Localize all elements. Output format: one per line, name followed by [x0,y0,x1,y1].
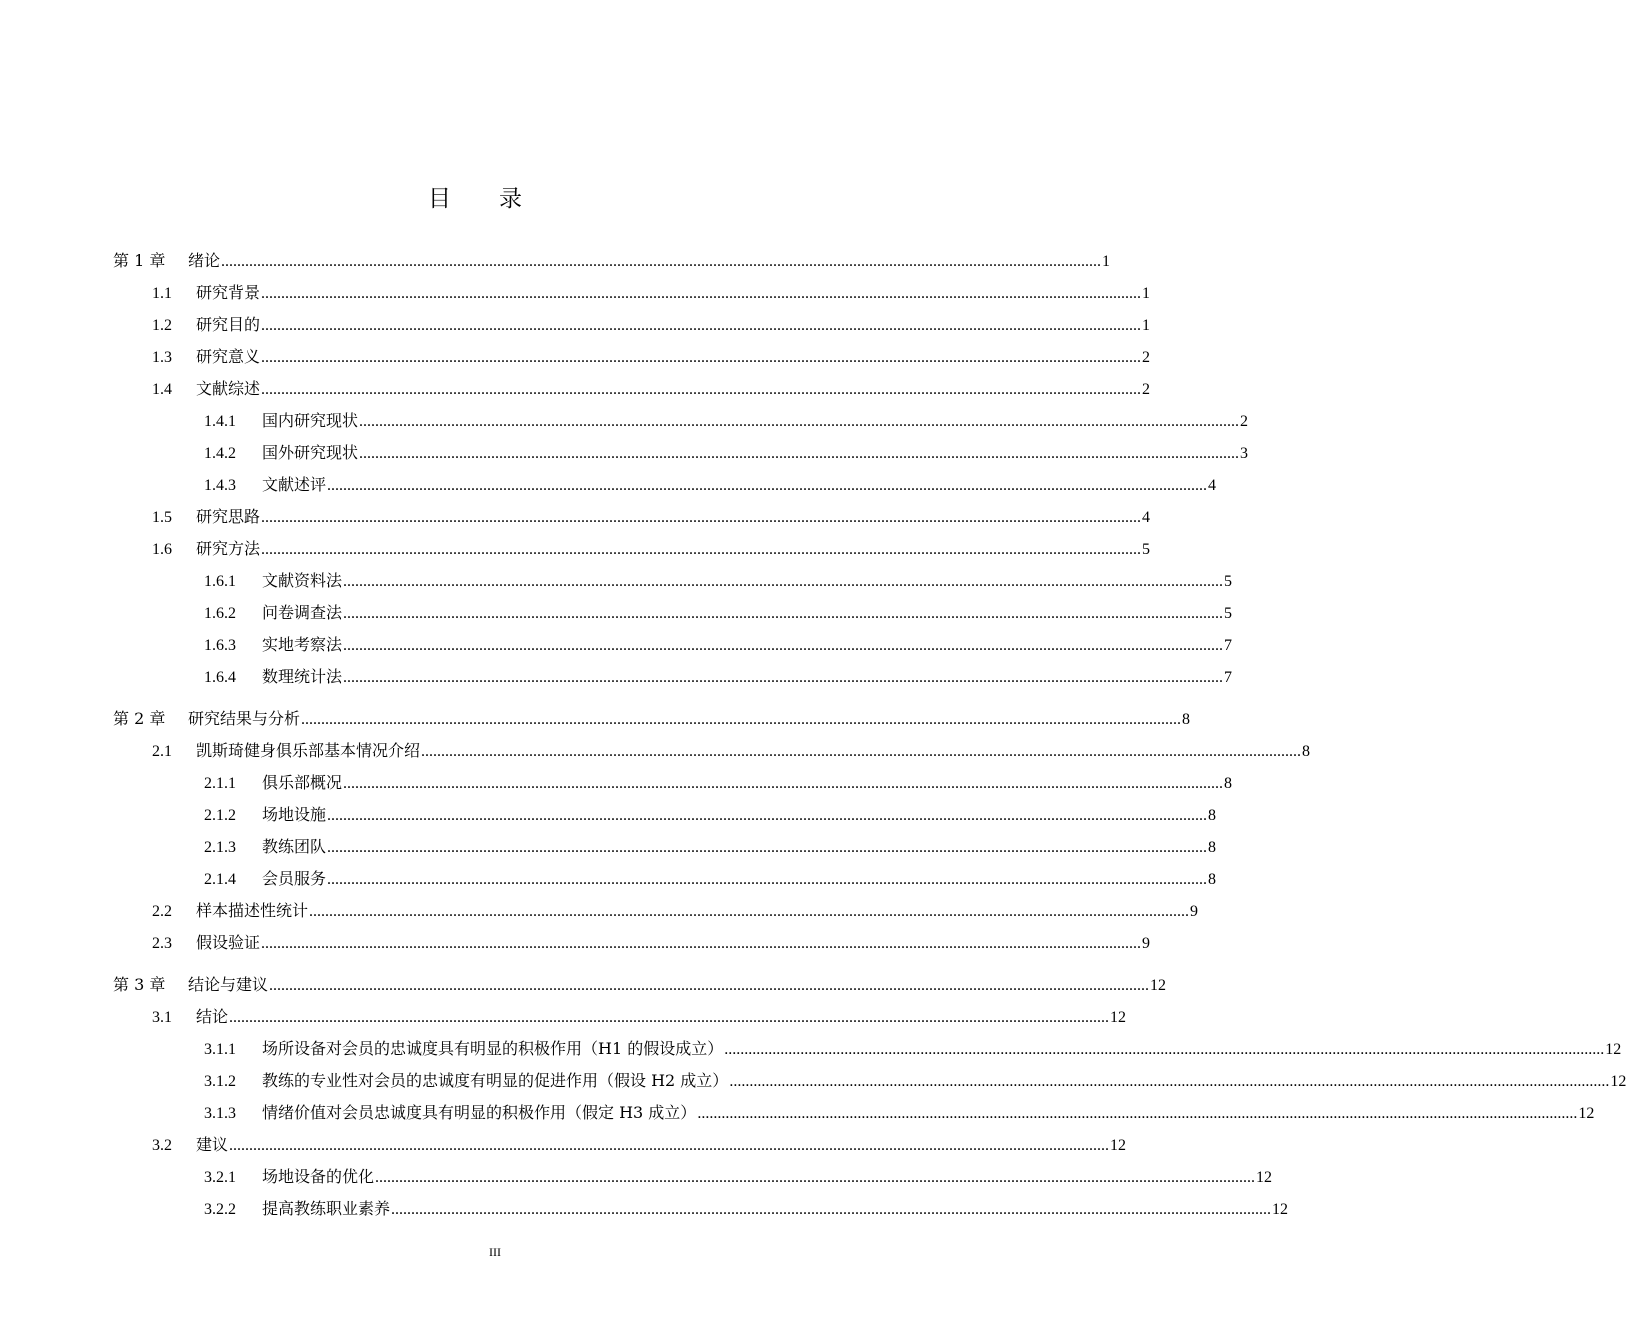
toc-entry-3-2-1[interactable] [204,1164,1273,1188]
toc-leader: ............................................................................................................................................................................................................................ [261,285,1142,302]
toc-number: 3.2 [152,1137,172,1154]
toc-label: 国外研究现状 [262,443,359,462]
toc-leader: ............................................................................................................................................................................................................................ [697,1105,1578,1122]
toc-label: 文献综述 [196,379,261,398]
toc-leader: ............................................................................................................................................................................................................................ [309,903,1190,920]
toc-label: 提高教练职业素养 [262,1199,391,1218]
toc-leader: ............................................................................................................................................................................................................................ [301,711,1182,728]
toc-leader: ............................................................................................................................................................................................................................ [343,605,1224,622]
toc-entry-ch3[interactable] [113,972,1167,996]
toc-label: 研究思路 [196,507,261,526]
toc-entry-3-1-3[interactable] [204,1100,1595,1124]
toc-leader: ............................................................................................................................................................................................................................ [327,477,1208,494]
toc-number: 第 3 章 [113,975,166,994]
toc-page: 12 [1578,1105,1595,1122]
toc-entry-1-4-3[interactable] [204,472,1217,496]
toc-page: 1 [1142,317,1151,334]
toc-leader: ............................................................................................................................................................................................................................ [229,1009,1110,1026]
toc-label: 研究方法 [196,539,261,558]
toc-entry-3-1-1[interactable] [204,1036,1622,1060]
toc-leader: ............................................................................................................................................................................................................................ [261,509,1142,526]
toc-page: 4 [1208,477,1217,494]
toc-page: 7 [1224,669,1233,686]
toc-label: 实地考察法 [262,635,343,654]
toc-number: 2.1.4 [204,871,236,888]
toc-leader: ............................................................................................................................................................................................................................ [421,743,1302,760]
toc-number: 1.4.1 [204,413,236,430]
toc-leader: ............................................................................................................................................................................................................................ [327,807,1208,824]
toc-label: 绪论 [188,251,221,270]
toc-leader: ............................................................................................................................................................................................................................ [229,1137,1110,1154]
toc-number: 1.4.2 [204,445,236,462]
toc-number: 1.6.4 [204,669,236,686]
toc-entry-3-2[interactable] [152,1132,1127,1156]
toc-leader: ............................................................................................................................................................................................................................ [327,839,1208,856]
toc-entry-2-1-4[interactable] [204,866,1217,890]
toc-leader: ............................................................................................................................................................................................................................ [261,381,1142,398]
toc-number: 3.1.1 [204,1041,236,1058]
toc-entry-2-2[interactable] [152,898,1199,922]
toc-leader: ............................................................................................................................................................................................................................ [724,1041,1605,1058]
toc-label: 教练团队 [262,837,327,856]
toc-label: 假设验证 [196,933,261,952]
toc-leader: ............................................................................................................................................................................................................................ [343,775,1224,792]
toc-label: 研究背景 [196,283,261,302]
toc-page: 7 [1224,637,1233,654]
toc-number: 2.1.2 [204,807,236,824]
toc-number: 1.3 [152,349,172,366]
toc-label: 样本描述性统计 [196,901,309,920]
toc-page: 4 [1142,509,1151,526]
toc-number: 2.1.1 [204,775,236,792]
toc-leader: ............................................................................................................................................................................................................................ [261,541,1142,558]
toc-number: 第 2 章 [113,709,166,728]
toc-page: 2 [1240,413,1249,430]
toc-number: 3.1.3 [204,1105,236,1122]
toc-page: 5 [1142,541,1151,558]
toc-number: 2.3 [152,935,172,952]
toc-page: 9 [1190,903,1199,920]
toc-entry-1-1[interactable] [152,280,1151,304]
toc-number: 1.6.2 [204,605,236,622]
toc-number: 3.2.2 [204,1201,236,1218]
toc-leader: ............................................................................................................................................................................................................................ [261,935,1142,952]
toc-entry-1-4-2[interactable] [204,440,1249,464]
toc-number: 3.1 [152,1009,172,1026]
toc-entry-1-3[interactable] [152,344,1151,368]
toc-leader: ............................................................................................................................................................................................................................ [221,253,1102,270]
toc-page: 12 [1110,1137,1127,1154]
toc-leader: ............................................................................................................................................................................................................................ [343,637,1224,654]
toc-entry-2-3[interactable] [152,930,1151,954]
toc-label: 结论与建议 [188,975,269,994]
toc-leader: ............................................................................................................................................................................................................................ [269,977,1150,994]
toc-number: 2.2 [152,903,172,920]
toc-page: 8 [1224,775,1233,792]
toc-label: 文献述评 [262,475,327,494]
toc-entry-1-4-1[interactable] [204,408,1249,432]
toc-leader: ............................................................................................................................................................................................................................ [391,1201,1272,1218]
toc-page: 12 [1110,1009,1127,1026]
toc-label: 建议 [196,1135,229,1154]
page-number: III [489,1245,501,1259]
toc-label: 凯斯琦健身俱乐部基本情况介绍 [196,741,421,760]
toc-number: 1.5 [152,509,172,526]
toc-number: 1.6.3 [204,637,236,654]
toc-entry-3-1[interactable] [152,1004,1127,1028]
toc-page: 9 [1142,935,1151,952]
toc-page: 8 [1182,711,1191,728]
toc-entry-2-1-1[interactable] [204,770,1233,794]
toc-page: 1 [1102,253,1111,270]
toc-label: 文献资料法 [262,571,343,590]
toc-page: 12 [1272,1201,1289,1218]
toc-page: 2 [1142,349,1151,366]
toc-number: 1.4.3 [204,477,236,494]
toc-entry-1-6-3[interactable] [204,632,1233,656]
toc-leader: ............................................................................................................................................................................................................................ [261,317,1142,334]
toc-label: 问卷调查法 [262,603,343,622]
toc-number: 2.1.3 [204,839,236,856]
toc-label: 数理统计法 [262,667,343,686]
toc-label: 俱乐部概况 [262,773,343,792]
toc-label: 场地设施 [262,805,327,824]
toc-page: 2 [1142,381,1151,398]
toc-entry-2-1-2[interactable] [204,802,1217,826]
toc-page: 12 [1610,1073,1626,1090]
toc-page: 12 [1150,977,1167,994]
toc-label: 情绪价值对会员忠诚度具有明显的积极作用（假定 H3 成立） [262,1103,697,1122]
toc-number: 1.2 [152,317,172,334]
toc-page: 8 [1208,871,1217,888]
toc-entry-1-6-4[interactable] [204,664,1233,688]
toc-number: 2.1 [152,743,172,760]
toc-page: 12 [1605,1041,1622,1058]
toc-number: 3.1.2 [204,1073,236,1090]
toc-number: 第 1 章 [113,251,166,270]
toc-entry-1-4[interactable] [152,376,1151,400]
toc-entry-1-5[interactable] [152,504,1151,528]
toc-label: 会员服务 [262,869,327,888]
toc-page: 1 [1142,285,1151,302]
toc-leader: ............................................................................................................................................................................................................................ [375,1169,1256,1186]
toc-label: 结论 [196,1007,229,1026]
toc-entry-2-1-3[interactable] [204,834,1217,858]
toc-page: 12 [1256,1169,1273,1186]
toc-leader: ............................................................................................................................................................................................................................ [359,445,1240,462]
toc-entry-ch1[interactable] [113,248,1111,272]
toc-leader: ............................................................................................................................................................................................................................ [261,349,1142,366]
toc-page: 8 [1208,807,1217,824]
toc-label: 场地设备的优化 [262,1167,375,1186]
toc-number: 1.1 [152,285,172,302]
toc-entry-1-2[interactable] [152,312,1151,336]
toc-entry-3-2-2[interactable] [204,1196,1289,1220]
page-title: 目录 [428,186,570,212]
toc-entry-1-6[interactable] [152,536,1151,560]
toc-leader: ............................................................................................................................................................................................................................ [343,573,1224,590]
toc-page: 8 [1302,743,1311,760]
toc-leader: ............................................................................................................................................................................................................................ [359,413,1240,430]
toc-page: 5 [1224,605,1233,622]
toc-page: 3 [1240,445,1249,462]
toc-number: 1.6 [152,541,172,558]
toc-label: 研究意义 [196,347,261,366]
toc-number: 3.2.1 [204,1169,236,1186]
toc-entry-1-6-2[interactable] [204,600,1233,624]
toc-leader: ............................................................................................................................................................................................................................ [327,871,1208,888]
toc-label: 国内研究现状 [262,411,359,430]
toc-page: 5 [1224,573,1233,590]
toc-leader: ............................................................................................................................................................................................................................ [343,669,1224,686]
toc-entry-ch2[interactable] [113,706,1191,730]
toc-label: 研究结果与分析 [188,709,301,728]
toc-label: 场所设备对会员的忠诚度具有明显的积极作用（H1 的假设成立） [262,1039,724,1058]
toc-label: 研究目的 [196,315,261,334]
toc-label: 教练的专业性对会员的忠诚度有明显的促进作用（假设 H2 成立） [262,1071,729,1090]
toc-number: 1.4 [152,381,172,398]
toc-entry-2-1[interactable] [152,738,1311,762]
toc-number: 1.6.1 [204,573,236,590]
toc-page: 8 [1208,839,1217,856]
toc-leader: ............................................................................................................................................................................................................................ [729,1073,1610,1090]
toc-entry-3-1-2[interactable] [204,1068,1626,1092]
toc-entry-1-6-1[interactable] [204,568,1233,592]
